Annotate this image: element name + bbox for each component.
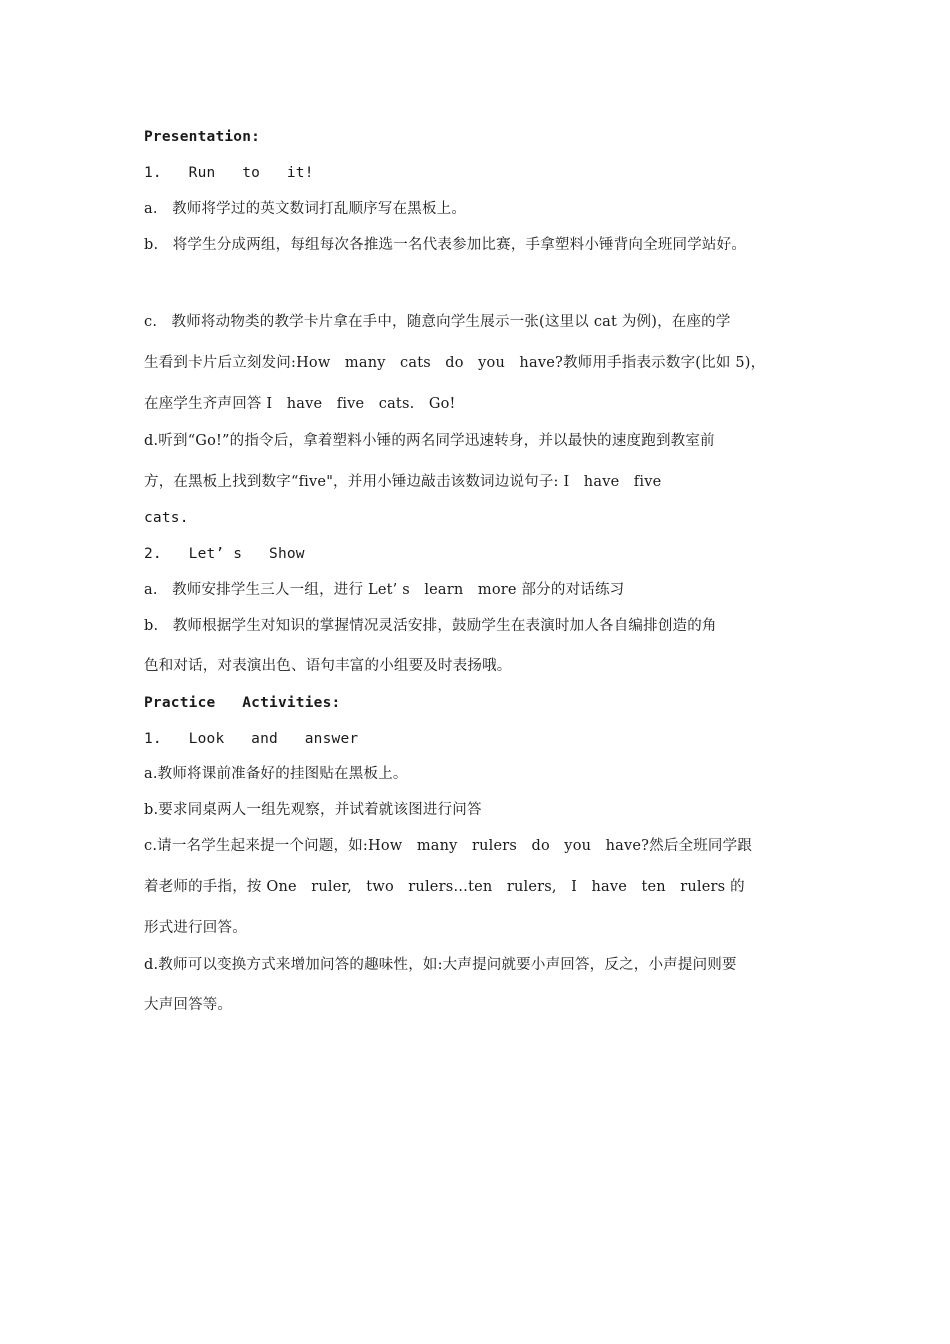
look-step-c-line2: 着老师的手指，按 One ruler, two rulers…ten rulers, I have ten rulers 的 xyxy=(144,879,745,895)
practice-heading: Practice Activities: xyxy=(144,695,341,711)
run-step-d-line2: 方，在黑板上找到数字“five"，并用小锤边敲击该数词边说句子: I have five xyxy=(144,474,662,490)
document-page xyxy=(144,0,824,1344)
presentation-heading: Presentation: xyxy=(144,129,261,145)
look-step-d-line2: 大声回答等。 xyxy=(144,997,233,1013)
run-step-c-line3: 在座学生齐声回答 I have five cats. Go! xyxy=(144,396,456,412)
look-and-answer-title: 1. Look and answer xyxy=(144,731,359,747)
look-step-a: a.教师将课前准备好的挂图贴在黑板上。 xyxy=(144,766,408,782)
run-step-a: a. 教师将学过的英文数词打乱顺序写在黑板上。 xyxy=(144,201,467,217)
run-step-d-line3: cats. xyxy=(144,510,189,526)
show-step-a: a. 教师安排学生三人一组，进行 Let’ s learn more 部分的对话练习 xyxy=(144,582,625,598)
show-step-b-line2: 色和对话，对表演出色、语句丰富的小组要及时表扬哦。 xyxy=(144,658,512,674)
look-step-c-line1: c.请一名学生起来提一个问题，如:How many rulers do you have?然后全班同学跟 xyxy=(144,838,753,854)
run-to-it-title: 1. Run to it! xyxy=(144,165,314,181)
show-step-b-line1: b. 教师根据学生对知识的掌握情况灵活安排，鼓励学生在表演时加人各自编排创造的角 xyxy=(144,618,717,634)
run-step-c-line1: c. 教师将动物类的教学卡片拿在手中，随意向学生展示一张(这里以 cat 为例)，在座的学 xyxy=(144,314,731,330)
lets-show-title: 2. Let’ s Show xyxy=(144,546,305,562)
look-step-c-line3: 形式进行回答。 xyxy=(144,920,247,936)
look-step-d-line1: d.教师可以变换方式来增加问答的趣味性，如:大声提问就要小声回答，反之，小声提问则要 xyxy=(144,957,737,973)
look-step-b: b.要求同桌两人一组先观察，并试着就该图进行问答 xyxy=(144,802,482,818)
run-step-d-line1: d.听到“Go!”的指令后，拿着塑料小锤的两名同学迅速转身，并以最快的速度跑到教室前 xyxy=(144,433,715,449)
run-step-b: b. 将学生分成两组，每组每次各推选一名代表参加比赛，手拿塑料小锤背向全班同学站好。 xyxy=(144,237,747,253)
run-step-c-line2: 生看到卡片后立刻发问:How many cats do you have?教师用手指表示数字(比如 5)， xyxy=(144,355,766,371)
